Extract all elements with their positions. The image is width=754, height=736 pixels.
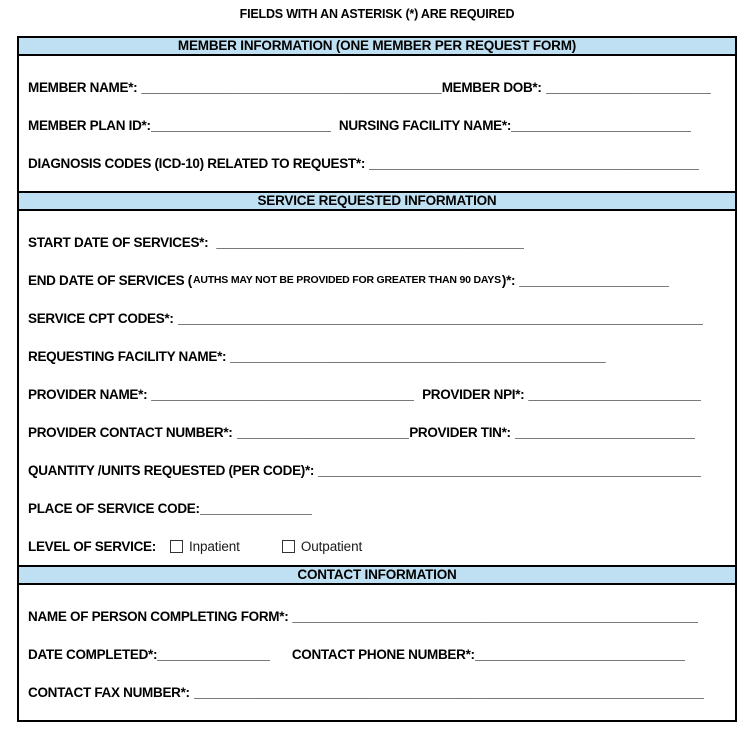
member-name-label: MEMBER NAME*:: [28, 79, 138, 95]
person-completing-row: [28, 597, 727, 635]
requesting-facility-label: REQUESTING FACILITY NAME*:: [28, 348, 227, 364]
contact-fax-row: [28, 673, 727, 711]
start-date-row: [28, 223, 727, 261]
member-dob-label: MEMBER DOB*:: [441, 79, 542, 95]
provider-name-label: PROVIDER NAME*:: [28, 386, 148, 402]
provider-tin-label: PROVIDER TIN*:: [409, 424, 511, 440]
provider-tin-line[interactable]: ________________________: [514, 424, 695, 440]
member-plan-id-line[interactable]: ________________________: [150, 117, 331, 133]
quantity-label: QUANTITY /UNITS REQUESTED (PER CODE)*:: [28, 462, 315, 478]
person-completing-label: NAME OF PERSON COMPLETING FORM*:: [28, 608, 289, 624]
contact-phone-label: CONTACT PHONE NUMBER*:: [291, 646, 475, 662]
request-form: [17, 36, 737, 722]
place-of-service-row: [28, 489, 727, 527]
start-date-label: START DATE OF SERVICES*:: [28, 234, 209, 250]
provider-npi-label: PROVIDER NPI*:: [422, 386, 525, 402]
provider-contact-line[interactable]: _______________________: [236, 424, 410, 440]
place-of-service-line[interactable]: _______________: [199, 500, 313, 516]
requesting-facility-row: [28, 337, 727, 375]
end-date-label: END DATE OF SERVICES (: [28, 272, 192, 288]
place-of-service-label: PLACE OF SERVICE CODE:: [28, 500, 200, 516]
quantity-row: [28, 451, 727, 489]
member-plan-row: [28, 106, 727, 144]
member-name-row: [28, 68, 727, 106]
end-date-line[interactable]: ____________________: [519, 272, 670, 288]
member-name-line[interactable]: ________________________________________: [141, 79, 442, 95]
member-plan-id-label: MEMBER PLAN ID*:: [28, 117, 151, 133]
provider-npi-line[interactable]: _______________________: [528, 386, 702, 402]
date-completed-line[interactable]: _______________: [157, 646, 270, 662]
service-section-header: SERVICE REQUESTED INFORMATION: [17, 191, 737, 211]
provider-name-row: [28, 375, 727, 413]
provider-contact-row: [28, 413, 727, 451]
page-title: FIELDS WITH AN ASTERISK (*) ARE REQUIRED: [239, 7, 515, 21]
diagnosis-codes-label: DIAGNOSIS CODES (ICD-10) RELATED TO REQUEST*:: [28, 155, 366, 171]
date-completed-row: [28, 635, 727, 673]
member-section-body: [17, 56, 737, 191]
provider-contact-label: PROVIDER CONTACT NUMBER*:: [28, 424, 233, 440]
inpatient-option-label: Inpatient: [188, 538, 240, 554]
contact-section-header: CONTACT INFORMATION: [17, 565, 737, 585]
diagnosis-row: [28, 144, 727, 182]
cpt-codes-row: [28, 299, 727, 337]
diagnosis-codes-line[interactable]: ____________________________________________: [369, 155, 700, 171]
contact-phone-line[interactable]: ____________________________: [474, 646, 685, 662]
end-date-label-suffix: )*:: [501, 272, 516, 288]
quantity-line[interactable]: ___________________________________________________: [318, 462, 702, 478]
start-date-line[interactable]: _________________________________________: [216, 234, 525, 250]
service-section-body: [17, 211, 737, 565]
level-of-service-label: LEVEL OF SERVICE:: [28, 538, 156, 554]
nursing-facility-label: NURSING FACILITY NAME*:: [338, 117, 512, 133]
cpt-codes-line[interactable]: ______________________________________________________________________: [177, 310, 704, 326]
level-of-service-row: [28, 527, 727, 565]
provider-name-line[interactable]: ___________________________________: [151, 386, 415, 402]
contact-fax-label: CONTACT FAX NUMBER*:: [28, 684, 190, 700]
person-completing-line[interactable]: ______________________________________________________: [292, 608, 698, 624]
member-dob-line[interactable]: ______________________: [545, 79, 711, 95]
outpatient-option-label: Outpatient: [300, 538, 363, 554]
nursing-facility-line[interactable]: ________________________: [511, 117, 692, 133]
cpt-codes-label: SERVICE CPT CODES*:: [28, 310, 174, 326]
end-date-row: [28, 261, 727, 299]
contact-section-body: [17, 585, 737, 722]
outpatient-checkbox[interactable]: [282, 540, 295, 553]
member-section-header: MEMBER INFORMATION (ONE MEMBER PER REQUEST FORM): [17, 36, 737, 56]
inpatient-checkbox[interactable]: [170, 540, 183, 553]
date-completed-label: DATE COMPLETED*:: [28, 646, 158, 662]
contact-fax-line[interactable]: ____________________________________________________________________: [193, 684, 705, 700]
end-date-note: AUTHS MAY NOT BE PROVIDED FOR GREATER THAN 90 DAYS: [192, 274, 501, 286]
requesting-facility-line[interactable]: __________________________________________________: [230, 348, 606, 364]
